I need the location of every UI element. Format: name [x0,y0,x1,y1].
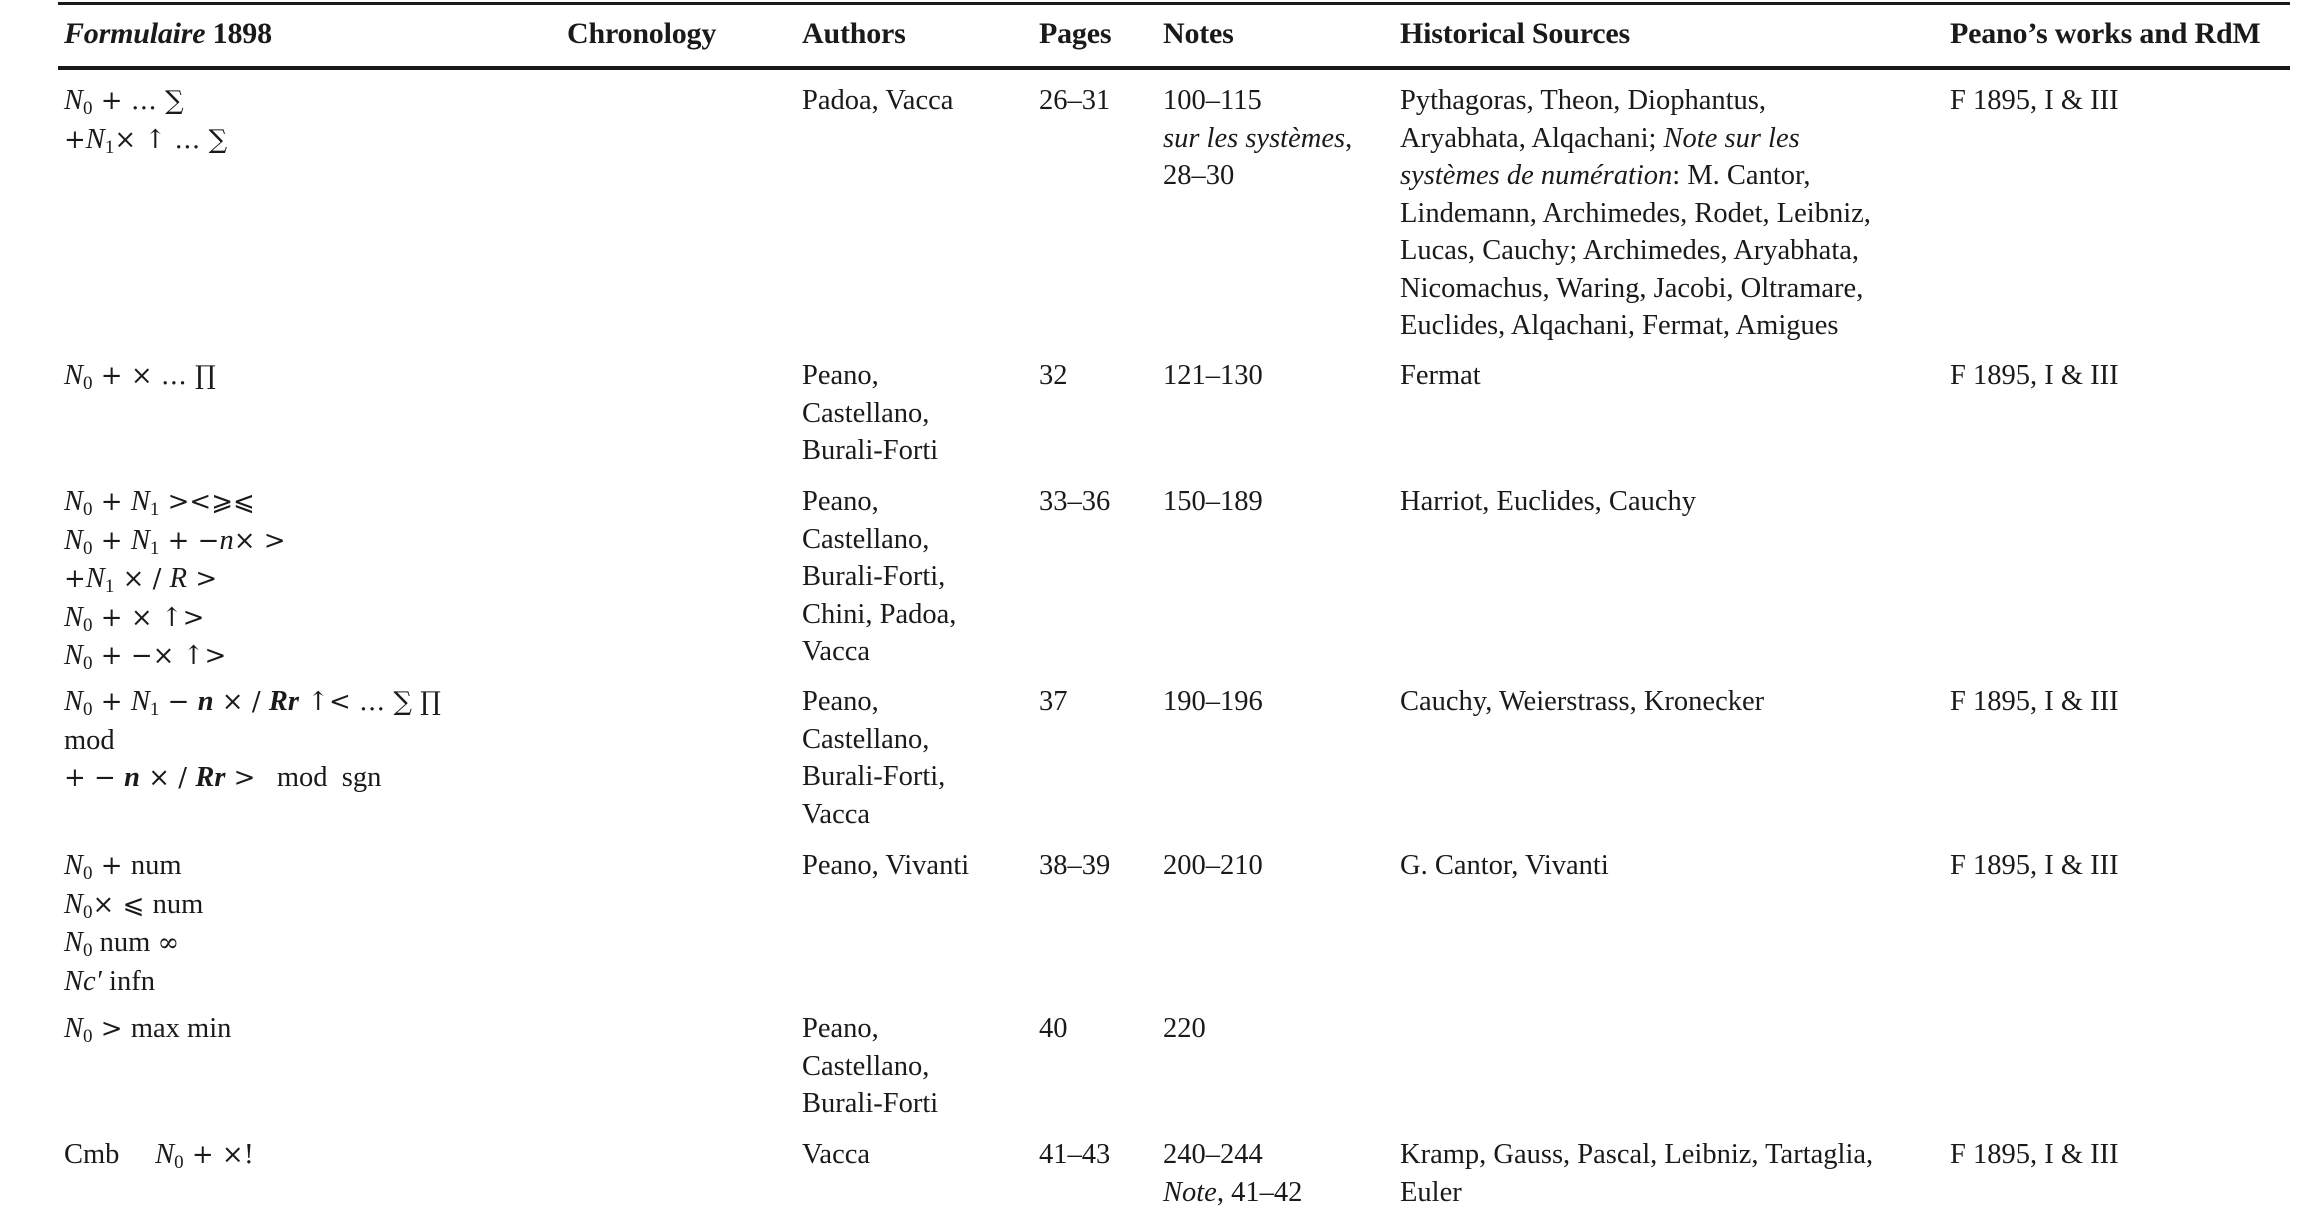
historical-sources-line [1400,847,1609,885]
text-segment: N [64,686,84,717]
text-segment: N [155,1139,175,1170]
notes-cell [1163,357,1263,395]
author-line: Burali-Forti [802,1088,939,1119]
text-segment: > [92,1014,131,1044]
notes-line [1163,1010,1206,1048]
text-segment: 1 [149,499,160,520]
text-segment: ><⩾⩽ [159,487,255,517]
text-segment: Note sur les [1663,122,1800,154]
notes-line [1163,483,1263,521]
text-segment: N [85,563,105,594]
historical-sources-line [1400,483,1696,521]
table-top-rule [58,2,2290,5]
text-segment: ↑< … ∑ ∏ [299,687,441,717]
text-segment: + −× ↑> [92,641,227,671]
text-segment: + [92,487,131,517]
text-segment: 0 [83,940,93,961]
author-line: Padoa, Vacca [802,85,954,116]
text-segment: 28–30 [1163,160,1235,191]
text-segment: × / [213,687,269,717]
header-formulaire [64,14,272,54]
formula-line [64,1136,254,1175]
text-segment: num [152,888,204,920]
text-segment: N [64,486,84,517]
text-segment: + − [64,763,125,793]
text-segment: : M. Cantor, [1672,160,1811,191]
notes-line [1163,82,1352,120]
text-segment: N [64,640,84,671]
text-segment: 1 [149,699,160,720]
formula-line [64,599,286,638]
notes-line [1163,120,1352,158]
text-segment: > [187,564,218,594]
author-line: Peano, [802,486,879,517]
formula-line [64,560,286,599]
text-segment: N [64,850,84,881]
text-segment: 0 [83,653,93,674]
author-line: Peano, [802,360,879,391]
historical-sources-line [1400,357,1481,395]
header-notes: Notes [1163,17,1234,50]
text-segment: 220 [1163,1013,1206,1044]
peano-works-cell: F 1895, I & III [1950,850,2119,881]
table-header-rule [58,66,2290,70]
text-segment: − [159,687,198,717]
author-line: Peano, [802,1013,879,1044]
text-segment: mod [64,724,115,756]
text-segment: + [64,124,86,155]
text-segment: + [92,687,131,717]
text-segment: Lindemann, Archimedes, Rodet, Leibniz, [1400,197,1871,229]
text-segment: + [92,851,131,881]
header-formulaire-title: Formulaire [64,17,206,50]
author-line: Peano, Vivanti [802,850,970,881]
formula-line [64,357,216,396]
author-line: Peano, [802,686,879,717]
text-segment: Cmb [64,1139,156,1170]
text-segment: N [64,85,84,116]
header-peano-works: Peano’s works and RdM [1950,17,2261,50]
text-segment: n [219,524,234,556]
text-segment: sur les systèmes [1163,122,1346,154]
authors-cell [802,1136,870,1174]
text-segment: N [64,524,84,556]
text-segment: × / [114,564,170,594]
notes-line [1163,683,1263,721]
formula-cell [64,683,441,798]
text-segment: N [85,123,105,155]
text-segment: 150–189 [1163,486,1263,517]
pages-cell: 32 [1039,360,1068,391]
formula-line [64,963,203,1001]
author-line: Castellano, [802,1050,930,1082]
formula-line [64,722,441,760]
historical-sources-cell [1400,847,1609,885]
text-segment: num [130,850,182,881]
notes-line [1163,1174,1302,1212]
text-segment: n [197,686,214,717]
text-segment: Rr [268,686,299,717]
authors-cell [802,483,956,671]
text-segment: × ⩽ [92,889,153,920]
formula-cell [64,82,227,159]
text-segment: + ×! [183,1140,255,1170]
formula-line [64,522,286,561]
author-line: Burali-Forti, [802,761,946,792]
formula-line [64,121,227,160]
text-segment: Lucas, Cauchy; Archimedes, Aryabhata, [1400,235,1860,266]
text-segment: N [130,524,150,556]
text-segment: 0 [174,1152,184,1173]
author-line: Vacca [802,798,871,830]
author-line: Burali-Forti [802,435,939,466]
text-segment: Cauchy, Weierstrass, Kronecker [1400,686,1765,717]
formula-cell [64,357,216,396]
header-authors: Authors [802,17,906,50]
historical-sources-cell [1400,357,1481,395]
text-segment: × / [139,763,196,793]
text-segment: 0 [83,98,93,119]
formula-line [64,759,441,798]
text-segment: 100–115 [1163,85,1262,116]
historical-sources-cell [1400,82,1871,345]
text-segment: 190–196 [1163,686,1263,717]
text-segment: > [225,763,256,793]
authors-cell [802,847,969,885]
text-segment: + × … ∏ [92,361,216,391]
text-segment: G. Cantor, Vivanti [1400,850,1609,881]
text-segment: num [92,927,158,958]
text-segment: + [64,564,86,594]
historical-sources-line [1400,232,1871,270]
text-segment: Note [1163,1176,1217,1208]
text-segment: Nicomachus, Waring, Jacobi, Oltramare, [1400,272,1864,304]
peano-works-cell: F 1895, I & III [1950,360,2119,391]
text-segment: infn [101,965,155,997]
authors-cell [802,683,945,833]
text-segment: mod sgn [255,762,382,793]
text-segment: 1 [149,537,160,559]
author-line: Castellano, [802,397,930,429]
text-segment: 0 [83,614,93,636]
notes-cell [1163,683,1263,721]
formula-line [64,886,203,925]
text-segment: Rr [195,762,226,793]
text-segment: 1 [104,576,115,597]
text-segment: 0 [83,699,93,720]
pages-cell: 38–39 [1039,850,1111,881]
text-segment: 200–210 [1163,850,1263,881]
header-formulaire-year: 1898 [205,17,272,50]
historical-sources-line [1400,82,1871,120]
authors-cell [802,357,938,470]
text-segment: + [92,525,131,556]
author-line: Castellano, [802,723,930,755]
notes-cell [1163,483,1263,521]
text-segment: 0 [83,863,93,884]
header-historical-sources: Historical Sources [1400,17,1630,50]
author-line: Vacca [802,1139,871,1170]
text-segment: 0 [83,499,93,520]
formula-cell [64,847,203,1000]
text-segment: 1 [104,136,115,158]
pages-cell: 40 [1039,1013,1068,1044]
text-segment: × ↑ … ∑ [114,124,228,155]
historical-sources-line [1400,270,1871,308]
text-segment: × > [233,525,286,556]
text-segment: N [64,360,84,391]
text-segment: + − [159,525,220,556]
text-segment: n [124,762,140,793]
header-chronology: Chronology [567,17,717,50]
notes-line [1163,1136,1302,1174]
text-segment: , 41–42 [1216,1176,1303,1208]
text-segment: Nc′ [64,965,102,997]
notes-line [1163,847,1263,885]
historical-sources-line [1400,1174,1873,1212]
historical-sources-cell [1400,483,1696,521]
text-segment: max min [130,1013,232,1044]
text-segment: 0 [83,1026,93,1047]
text-segment: + × ↑> [92,602,205,633]
author-line: Chini, Padoa, [802,598,957,630]
text-segment: + … ∑ [92,86,184,116]
text-segment: , [1345,122,1353,154]
header-pages: Pages [1039,17,1112,50]
author-line: Vacca [802,636,871,667]
text-segment: 0 [83,901,93,923]
formula-line [64,637,286,676]
pages-cell: 41–43 [1039,1139,1111,1170]
peano-works-cell: F 1895, I & III [1950,85,2119,116]
text-segment: Pythagoras, Theon, Diophantus, [1400,85,1766,116]
historical-sources-line [1400,157,1871,195]
notes-line [1163,357,1263,395]
text-segment: N [64,1013,84,1044]
text-segment: N [64,927,84,958]
notes-cell [1163,847,1263,885]
text-segment: systèmes de numération [1400,160,1673,191]
text-segment: Fermat [1400,360,1481,391]
text-segment: R [169,563,188,594]
text-segment: 121–130 [1163,360,1263,391]
text-segment: N [130,686,150,717]
historical-sources-line [1400,1136,1873,1174]
historical-sources-line [1400,683,1764,721]
text-segment: N [64,888,84,920]
formula-line [64,683,441,722]
formula-cell [64,1010,231,1049]
peano-works-cell: F 1895, I & III [1950,1139,2119,1170]
text-segment: 0 [83,537,93,559]
author-line: Castellano, [802,523,930,555]
notes-cell [1163,1010,1206,1048]
formula-line [64,924,203,963]
formula-line [64,483,286,522]
notes-cell [1163,82,1352,195]
pages-cell: 37 [1039,686,1068,717]
text-segment: Euclides, Alqachani, Fermat, Amigues [1400,310,1839,341]
authors-cell [802,82,953,120]
text-segment: Euler [1400,1176,1462,1208]
formula-line [64,82,227,121]
peano-works-cell: F 1895, I & III [1950,686,2119,717]
historical-sources-line [1400,120,1871,158]
authors-cell [802,1010,938,1123]
formula-line [64,1010,231,1049]
text-segment: Kramp, Gauss, Pascal, Leibniz, Tartaglia, [1400,1139,1874,1170]
formula-line [64,847,203,886]
formula-cell [64,1136,254,1175]
text-segment: N [64,601,84,633]
notes-cell [1163,1136,1302,1211]
author-line: Burali-Forti, [802,561,946,592]
text-segment: Aryabhata, Alqachani; [1400,122,1664,154]
historical-sources-cell [1400,1136,1873,1211]
historical-sources-line [1400,307,1871,345]
notes-line [1163,157,1352,195]
text-segment: ∞ [157,928,180,958]
text-segment: Harriot, Euclides, Cauchy [1400,486,1696,517]
text-segment: 240–244 [1163,1139,1263,1170]
historical-sources-cell [1400,683,1764,721]
pages-cell: 33–36 [1039,486,1111,517]
text-segment: 0 [83,373,93,394]
pages-cell: 26–31 [1039,85,1111,116]
historical-sources-line [1400,195,1871,233]
formula-cell [64,483,286,676]
text-segment: N [130,486,150,517]
